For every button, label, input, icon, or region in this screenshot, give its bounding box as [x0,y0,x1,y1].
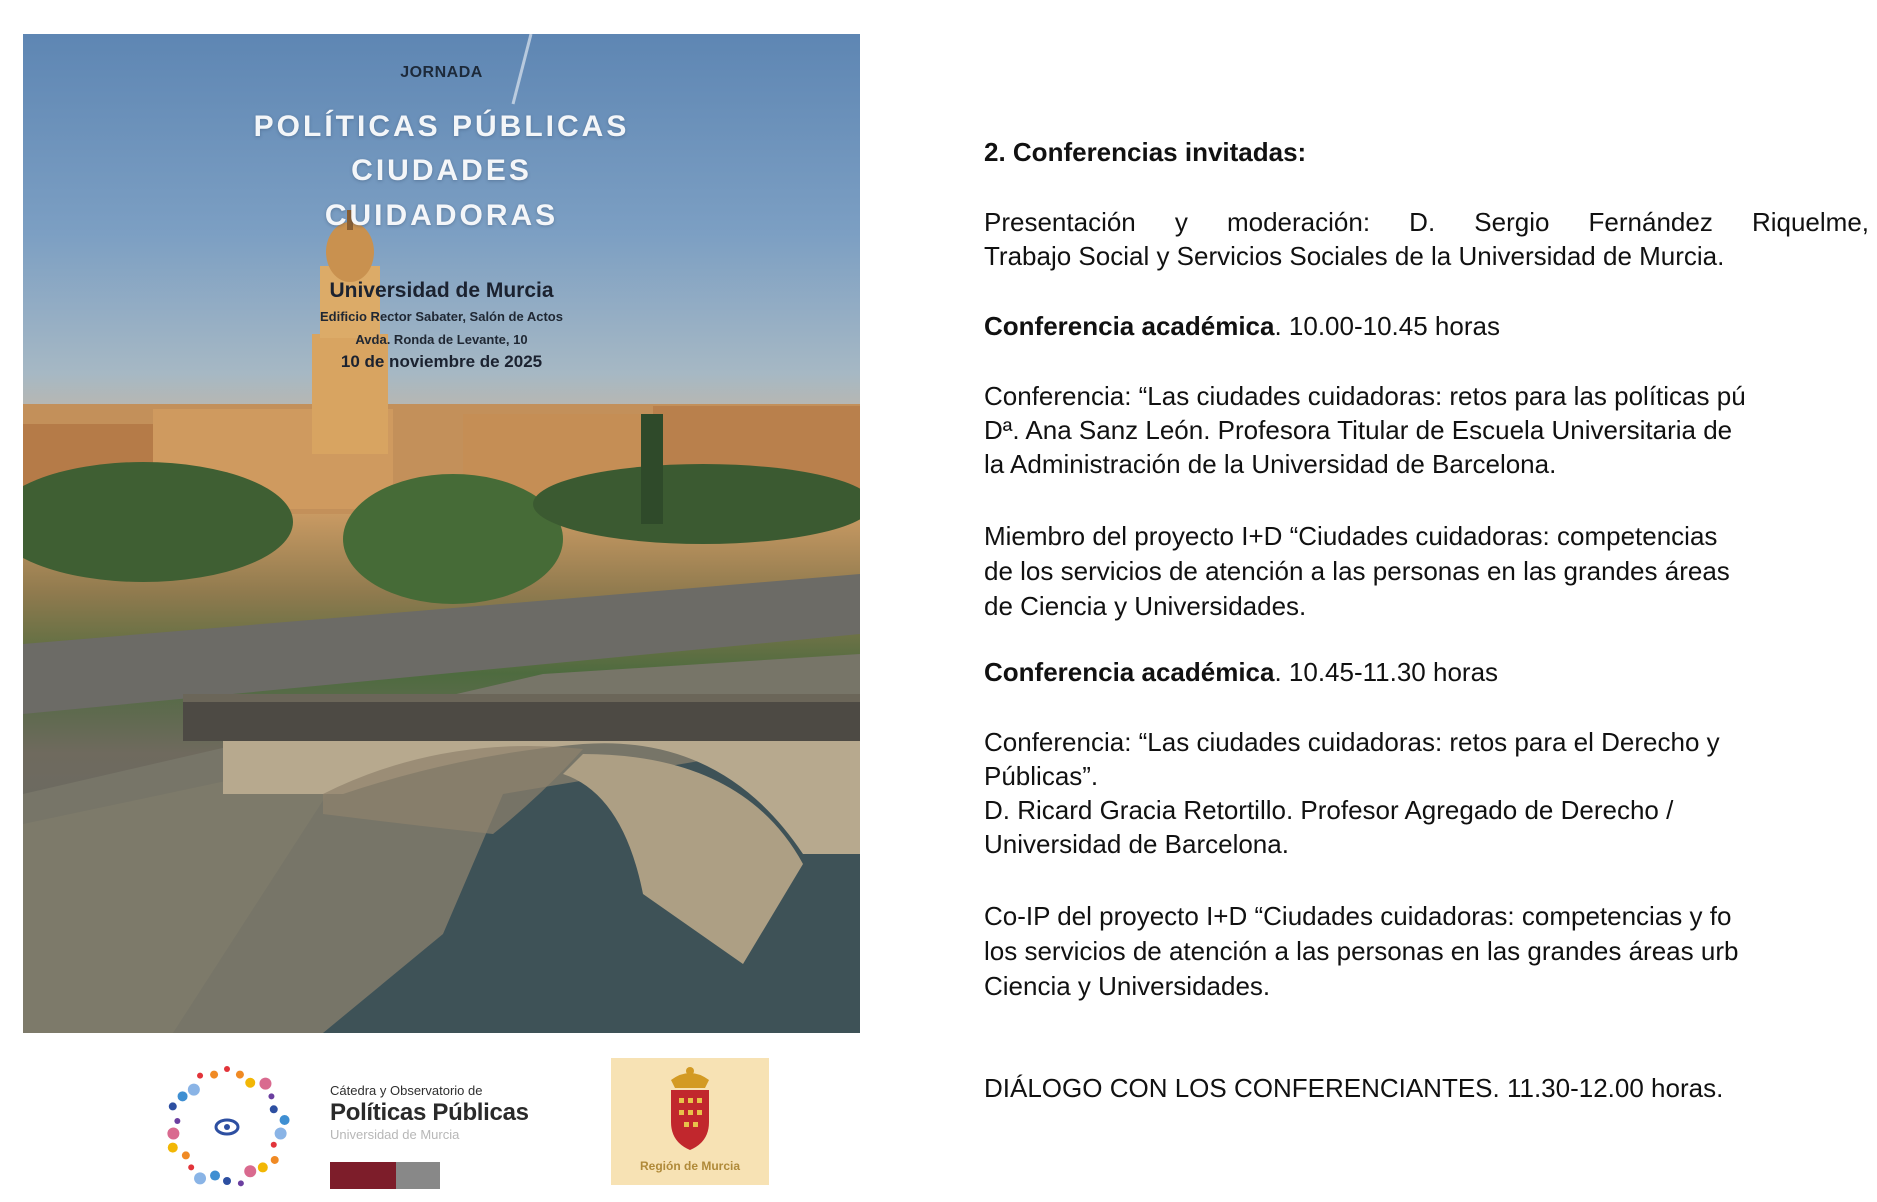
logo-dot [280,1115,290,1125]
region-de-murcia-label: Región de Murcia [639,1159,740,1173]
session-2-coip-line-1: Co-IP del proyecto I+D “Ciudades cuidadoras: competencias y fo [984,901,1732,931]
logo-dot [245,1078,255,1088]
logo-dot [223,1177,231,1185]
logo-dot [178,1091,188,1101]
poster-venue-building: Edificio Rector Sabater, Salón de Actos [320,309,563,324]
session-1-member-line-3: de Ciencia y Universidades. [984,591,1307,621]
catedra-dot-circle-logo-icon [155,1055,300,1200]
catedra-logo [330,1083,560,1142]
poster-kicker: JORNADA [400,64,483,81]
conference-program-text [984,0,1877,1202]
logo-dot [210,1171,220,1181]
poster-venue: Universidad de Murcia [329,279,554,302]
logo-dot [244,1165,256,1177]
poster-date: 10 de noviembre de 2025 [340,352,543,371]
session-2-line-3: D. Ricard Gracia Retortillo. Profesor Agregado de Derecho / [984,795,1674,825]
session-1-member-line-1: Miembro del proyecto I+D “Ciudades cuidadoras: competencias [984,521,1718,551]
session-2-label: Conferencia académica [984,657,1275,687]
universidad-murcia-logo-icon [330,1162,440,1189]
logo-dot [188,1084,200,1096]
logo-dot [271,1156,279,1164]
session-2-header [984,657,1498,688]
logo-dot [167,1128,179,1140]
session-1-line-1: Conferencia: “Las ciudades cuidadoras: retos para las políticas pú [984,381,1746,411]
section-heading: 2. Conferencias invitadas: [984,137,1307,167]
logo-dot [271,1142,277,1148]
dialogue-line: DIÁLOGO CON LOS CONFERENCIANTES. 11.30-12.00 horas. [984,1073,1724,1103]
logo-dot [197,1073,203,1079]
event-poster [23,34,860,1033]
catedra-logo-line-2: Políticas Públicas [330,1099,529,1126]
session-2-time: . 10.45-11.30 horas [1274,657,1499,687]
session-1-label: Conferencia académica [984,311,1275,341]
logo-dot [270,1105,278,1113]
moderation-line-2: Trabajo Social y Servicios Sociales de la Universidad de Murcia. [984,241,1725,271]
session-2-coip-line-3: Ciencia y Universidades. [984,971,1271,1001]
catedra-logo-line-3: Universidad de Murcia [330,1127,460,1142]
catedra-logo-line-1: Cátedra y Observatorio de [330,1083,483,1098]
logo-dot [182,1151,190,1159]
logo-dot [236,1071,244,1079]
session-1-member-line-2: de los servicios de atención a las personas en las grandes áreas [984,556,1730,586]
logo-dot [224,1066,230,1072]
logo-dot [268,1093,274,1099]
session-2-line-4: Universidad de Barcelona. [984,829,1289,859]
logo-dot [188,1164,194,1170]
logo-dot [258,1162,268,1172]
region-murcia-crest-icon [611,1058,769,1158]
poster-title-line-3: CUIDADORAS [324,199,559,232]
region-de-murcia-logo [611,1058,769,1185]
logo-dot [194,1172,206,1184]
poster-title-line-2: CIUDADES [351,154,532,187]
session-1-time: . 10.00-10.45 horas [1274,311,1500,341]
logo-dot [174,1118,180,1124]
logo-dot [168,1143,178,1153]
session-2-line-2: Públicas”. [984,761,1099,791]
session-1-line-3: la Administración de la Universidad de Barcelona. [984,449,1557,479]
session-1-header [984,311,1500,342]
logo-dot [169,1102,177,1110]
logo-dot [210,1071,218,1079]
logo-dot [259,1078,271,1090]
logo-dot [275,1128,287,1140]
logo-dot [238,1180,244,1186]
session-2-line-1: Conferencia: “Las ciudades cuidadoras: retos para el Derecho y [984,727,1720,757]
poster-venue-address: Avda. Ronda de Levante, 10 [355,332,528,347]
poster-title-line-1: POLÍTICAS PÚBLICAS [253,110,630,143]
moderation-line-1: Presentación y moderación: D. Sergio Fernández Riquelme, [984,207,1869,237]
session-1-line-2: Dª. Ana Sanz León. Profesora Titular de Escuela Universitaria de [984,415,1733,445]
session-2-coip-line-2: los servicios de atención a las personas en las grandes áreas urb [984,936,1739,966]
